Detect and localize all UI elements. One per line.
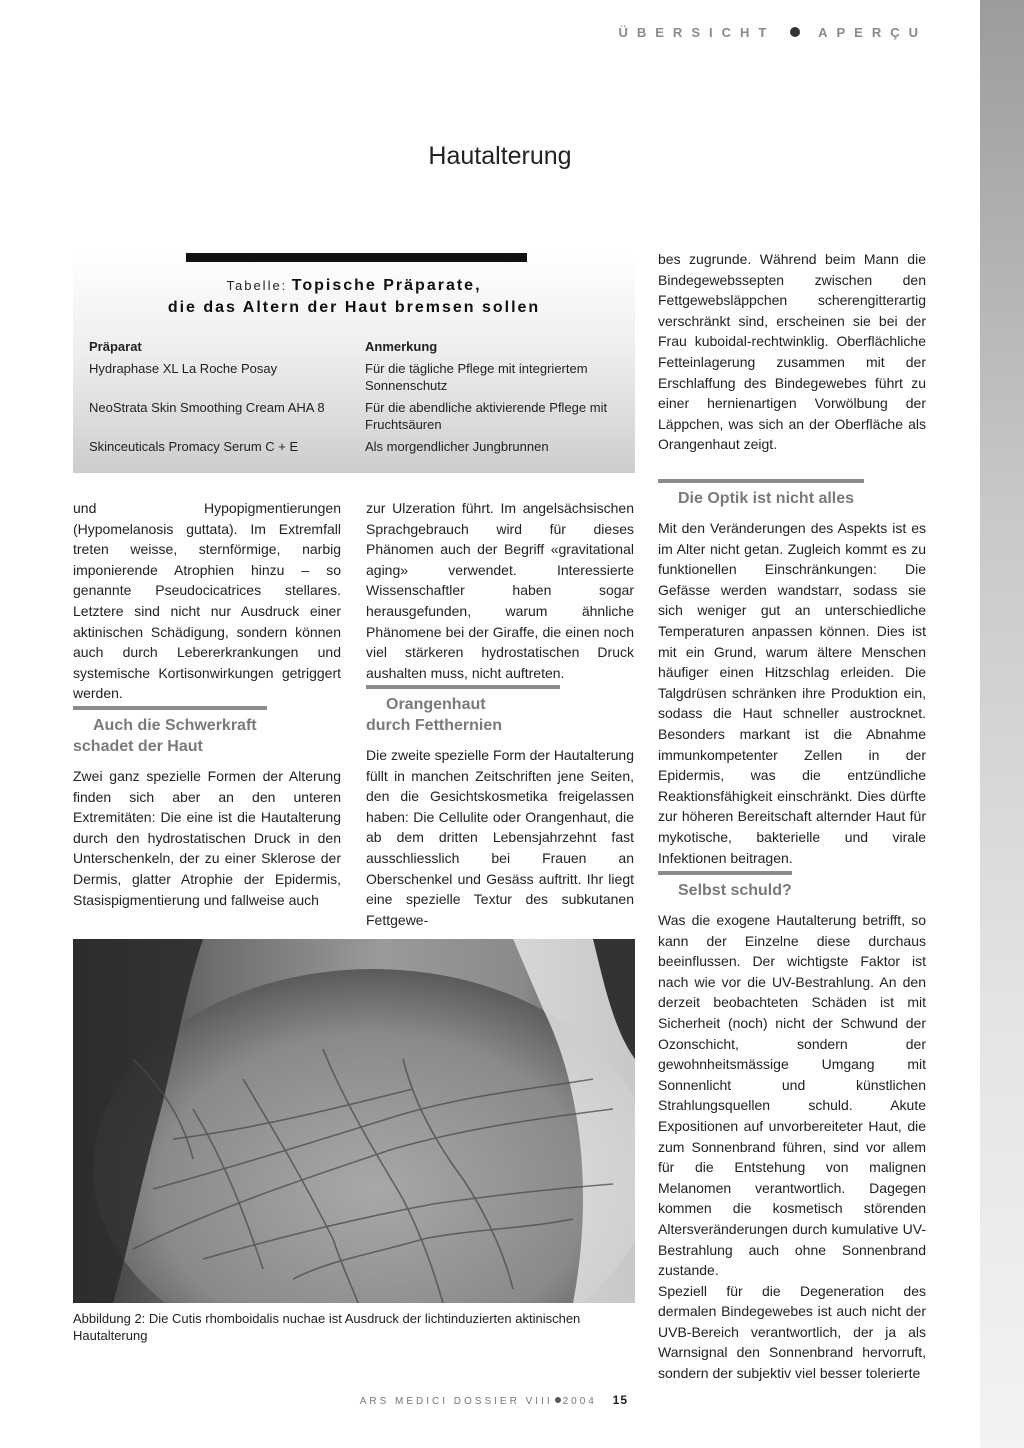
body-paragraph: Was die exogene Hautalterung betrifft, so kann der Einzelne diese durchaus beeinflussen. Der wichtigste Faktor ist nach wie vor die UV-Bestrahlung. An den derzeit beobachteten Schäden ist mit Sicherheit (noch) nicht der Schwund der Ozonschicht, sondern der gewohnheitsmässige Umgang mit Sonnenlicht und künstlichen Strahlungsquellen schuld. Akute Expositionen auf unvorbereiteter Haut, die zum Sonnenbrand führen, sind vor allem für die Entstehung von malignen Melanomen verantwortlich. Dagegen kommen die kosmetisch störenden Altersveränderungen durch kumulative UV-Bestrahlung auch ohne Sonnenbrand zustande. <box>658 912 926 1279</box>
bullet-icon <box>790 27 800 37</box>
heading-line: Die Optik ist nicht alles <box>678 490 855 507</box>
table-header-cell: Präparat <box>89 339 142 354</box>
heading-line: durch Fetthernien <box>366 717 503 734</box>
header-right: APERÇU <box>818 25 927 40</box>
heading-rule <box>658 479 864 483</box>
column-3-paragraph-2 <box>658 518 926 868</box>
footer-journal: ARS MEDICI DOSSIER VIII <box>359 1396 553 1407</box>
table-cell: NeoStrata Skin Smoothing Cream AHA 8 <box>89 400 325 415</box>
heading-line: Auch die Schwerkraft <box>93 717 257 734</box>
footer-year: 2004 <box>562 1396 597 1407</box>
table-header-row <box>89 338 629 355</box>
column-1-paragraph-1 <box>73 498 341 704</box>
skin-photo-image <box>73 939 635 1303</box>
body-paragraph: Zwei ganz spezielle Formen der Alterung finden sich aber an den unteren Extremitäten: Die eine ist die Hautalterung durch den hydrostatischen Druck in den Unterschenkeln, der zu einer Sklerose der Dermis, glatter Atrophie der Epidermis, Stasispigmentierung und fallweise auch <box>73 768 341 908</box>
column-1-paragraph-2 <box>73 766 341 910</box>
table-cell: Als morgendlicher Jungbrunnen <box>365 439 549 454</box>
heading-rule <box>73 706 267 710</box>
column-3-heading-2 <box>658 871 792 901</box>
bullet-icon <box>555 1397 561 1403</box>
heading-rule <box>366 685 560 689</box>
column-2-paragraph-1 <box>366 498 634 683</box>
table-caption <box>73 275 635 319</box>
table-caption-title: Topische Präparate, <box>291 277 482 294</box>
table-header-cell: Anmerkung <box>365 339 438 354</box>
table-cell: Für die abendliche aktivierende Pflege mit Fruchtsäuren <box>365 400 608 432</box>
heading-rule <box>658 871 792 875</box>
heading-line: Selbst schuld? <box>678 882 792 899</box>
column-1-heading <box>73 706 267 757</box>
column-3-paragraph-1 <box>658 249 926 455</box>
heading-line: Orangenhaut <box>386 696 486 713</box>
heading-line: schadet der Haut <box>73 738 203 755</box>
preparations-table <box>89 338 629 460</box>
body-paragraph: Speziell für die Degeneration des dermalen Bindegewebes ist auch nicht der UVB-Bereich verantwortlich, der ja als Warnsignal den Sonnenbrand hervorruft, sondern der subjektiv viel besser tolerierte <box>658 1282 926 1382</box>
header-left: ÜBERSICHT <box>618 25 776 40</box>
column-2-paragraph-2 <box>366 745 634 930</box>
page-footer <box>0 1393 628 1407</box>
running-header <box>618 25 927 40</box>
table-caption-title-line2: die das Altern der Haut bremsen sollen <box>167 299 541 316</box>
table-caption-prefix: Tabelle: <box>226 278 288 293</box>
table-row <box>89 399 629 433</box>
table-cell: Für die tägliche Pflege mit integriertem Sonnenschutz <box>365 361 588 393</box>
body-paragraph: zur Ulzeration führt. Im angelsächsischen Sprachgebrauch wird für dieses Phänomen auch der Begriff «gravitational aging» verwendet. Interessierte Wissenschaftler haben sogar herausgefunden, warum ähnliche Phänomene bei der Giraffe, die einen noch viel stärkeren hydrostatischen Druck aushalten muss, nicht auftreten. <box>366 500 634 681</box>
page-title: Hautalterung <box>428 142 572 170</box>
body-paragraph: Die zweite spezielle Form der Hautalterung füllt in manchen Zeitschriften jene Seiten, den die Gesichtskosmetika freigelassen haben: Die Cellulite oder Orangenhaut, die ab dem dritten Lebensjahrzehnt fast ausschliesslich bei Frauen an Oberschenkel und Gesäss auftritt. Ihr liegt eine spezielle Textur des subkutanen Fettgewe- <box>366 747 634 928</box>
page-edge-gray-bar <box>980 0 1024 1448</box>
table-top-bar <box>186 253 527 262</box>
figure-skin-photo <box>73 939 635 1303</box>
column-3-heading-1 <box>658 479 864 509</box>
table-cell: Hydraphase XL La Roche Posay <box>89 361 278 376</box>
page-number: 15 <box>612 1393 628 1407</box>
table-cell: Skinceuticals Promacy Serum C + E <box>89 439 299 454</box>
figure-caption: Abbildung 2: Die Cutis rhomboidalis nuchae ist Ausdruck der lichtinduzierten aktinischen Hautalterung <box>73 1311 581 1343</box>
body-paragraph: Mit den Veränderungen des Aspekts ist es im Alter nicht getan. Zugleich kommt es zu funktionellen Einschränkungen: Die Gefässe werden wandstarr, sodass sie sich weniger gut an unterschiedliche Temperaturen anpassen können. Dies ist mit ein Grund, warum ältere Menschen häufiger einen Hitzschlag erleiden. Die Talgdrüsen schränken ihre Produktion ein, sodass die Haut schneller austrocknet. Besonders markant ist die Abnahme immunkompetenter Zellen in der Epidermis, was die entzündliche Reaktionsfähigkeit einschränkt. Dies dürfte zur höheren Bereitschaft alternder Haut für mykotische, bakterielle und virale Infektionen beitragen. <box>658 520 926 866</box>
table-row <box>89 360 629 394</box>
column-3-paragraph-3 <box>658 910 926 1384</box>
column-2-heading <box>366 685 560 736</box>
body-paragraph: bes zugrunde. Während beim Mann die Bindegewebssepten zwischen den Fettgewebsläppchen scherengitterartig verschränkt sind, erscheinen sie bei der Frau kuboidal-rechtwinklig. Oberflächliche Fetteinlagerung zusammen mit der Erschlaffung des Bindegewebes führt zu einer hernienartigen Vorwölbung der Läppchen, was sich an der Oberfläche als Orangenhaut zeigt. <box>658 251 926 453</box>
table-row <box>89 438 629 455</box>
body-paragraph: und Hypopigmentierungen (Hypomelanosis guttata). Im Extremfall treten weisse, sternförmige, narbig imponierende Atrophien hinzu – so genannte Pseudocicatrices stellares. Letztere sind nicht nur Ausdruck einer aktinischen Schädigung, sondern können auch durch Lebererkrankungen und systemische Kortisonwirkungen getriggert werden. <box>73 500 341 702</box>
